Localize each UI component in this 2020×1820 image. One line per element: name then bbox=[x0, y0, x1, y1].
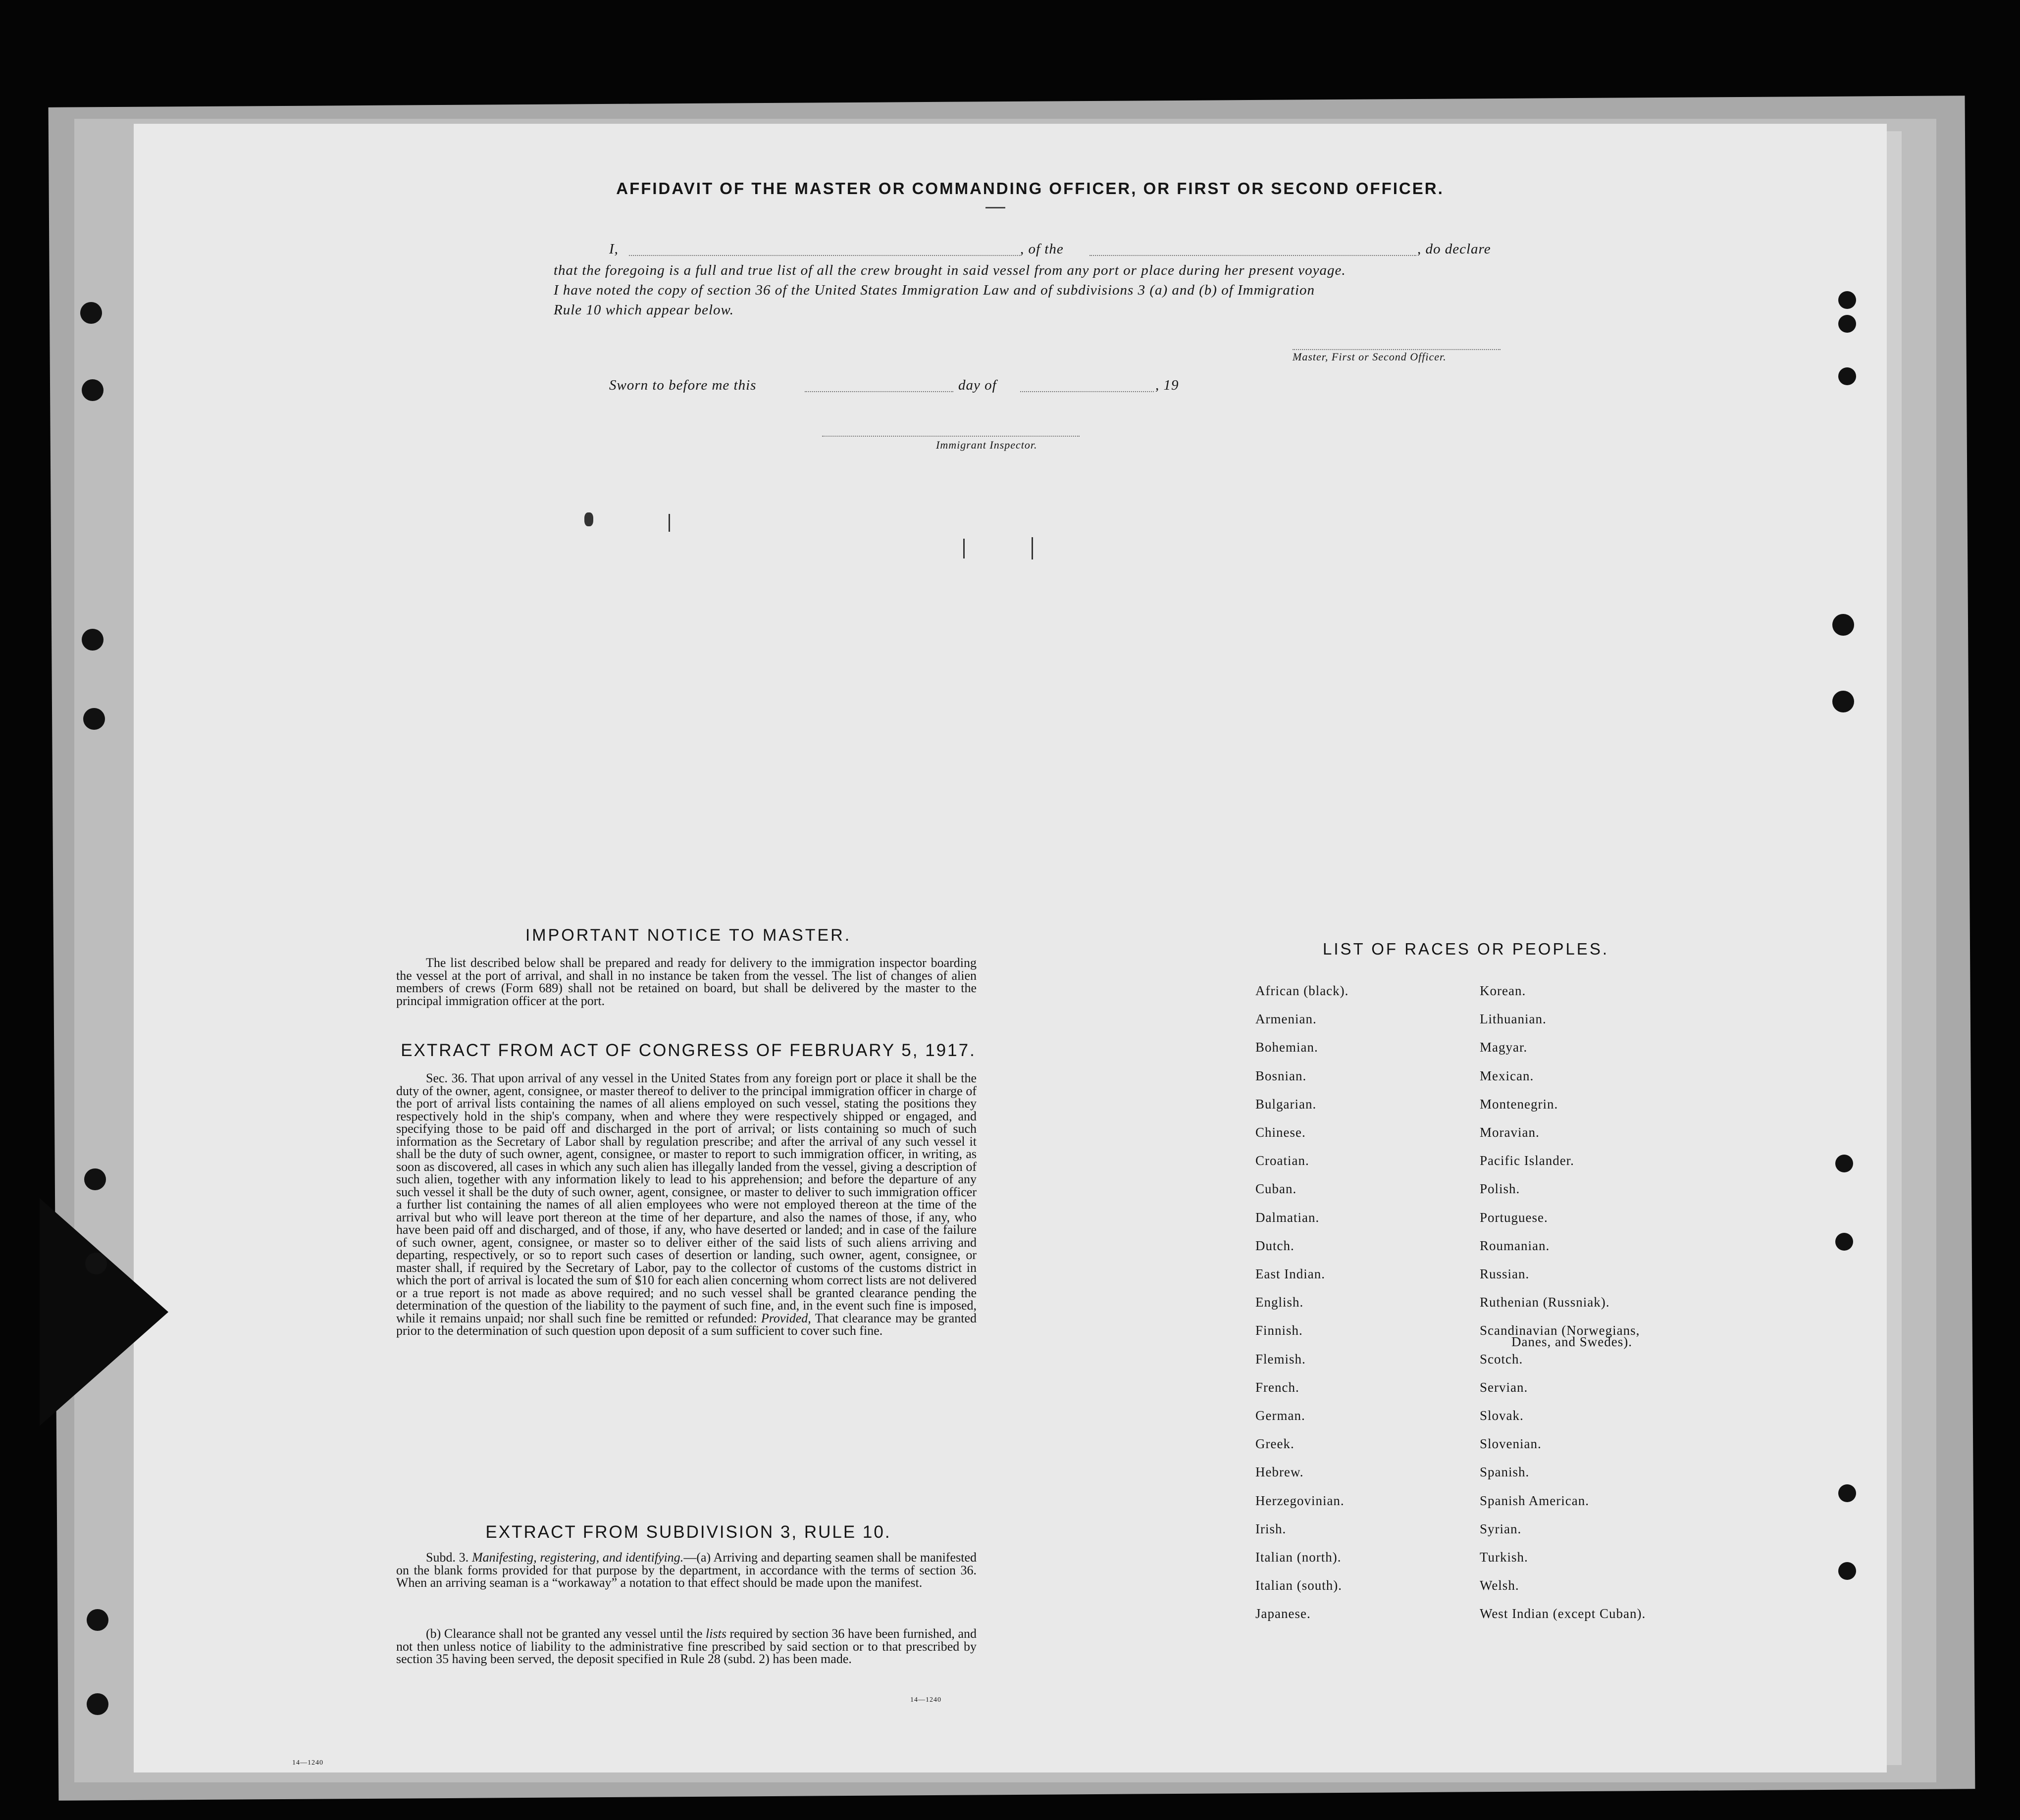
race-item: Italian (north). bbox=[1255, 1550, 1342, 1565]
act-extract-title: EXTRACT FROM ACT OF CONGRESS OF FEBRUARY 5, 1917. bbox=[401, 1041, 976, 1060]
master-signature-label: Master, First or Second Officer. bbox=[1293, 351, 1447, 363]
race-item: Slovak. bbox=[1480, 1408, 1524, 1423]
race-item: Slovenian. bbox=[1480, 1436, 1542, 1451]
race-item: African (black). bbox=[1255, 983, 1349, 998]
race-item: Syrian. bbox=[1480, 1521, 1522, 1536]
race-item: Cuban. bbox=[1255, 1181, 1297, 1196]
race-item: Chinese. bbox=[1255, 1125, 1306, 1140]
affidavit-of-the: , of the bbox=[1020, 241, 1064, 257]
punch-hole bbox=[1835, 1155, 1853, 1172]
affidavit-i: I, bbox=[609, 241, 619, 257]
act-extract-text bbox=[396, 1072, 977, 1337]
race-item: Bohemian. bbox=[1255, 1040, 1318, 1055]
race-item: Greek. bbox=[1255, 1436, 1295, 1451]
race-item: Scandinavian (Norwegians, bbox=[1480, 1323, 1640, 1338]
race-item: Flemish. bbox=[1255, 1352, 1306, 1366]
race-item: Herzegovinian. bbox=[1255, 1493, 1345, 1508]
punch-hole bbox=[1838, 367, 1856, 385]
race-item: Ruthenian (Russniak). bbox=[1480, 1295, 1610, 1310]
rule-extract-text-a bbox=[396, 1551, 977, 1589]
punch-hole bbox=[83, 708, 105, 730]
race-item: Lithuanian. bbox=[1480, 1011, 1547, 1026]
punch-hole bbox=[1838, 1562, 1856, 1580]
affidavit-line-2: that the foregoing is a full and true list of all the crew brought in said vessel from any port or place during her present voyage. bbox=[554, 262, 1346, 278]
lists-word: lists bbox=[706, 1626, 726, 1641]
punch-hole bbox=[82, 379, 104, 401]
notice-title: IMPORTANT NOTICE TO MASTER. bbox=[525, 926, 852, 945]
punch-hole bbox=[80, 302, 102, 324]
sworn-text: Sworn to before me this bbox=[609, 377, 757, 393]
year-text: , 19 bbox=[1155, 377, 1179, 393]
race-item: Irish. bbox=[1255, 1521, 1287, 1536]
title-rule bbox=[985, 207, 1005, 208]
subd-text-b-start: (b) Clearance shall not be granted any vessel until the bbox=[426, 1626, 703, 1641]
punch-hole bbox=[1835, 1233, 1853, 1251]
race-item: Polish. bbox=[1480, 1181, 1520, 1196]
ink-mark bbox=[669, 514, 670, 532]
race-item: Finnish. bbox=[1255, 1323, 1303, 1338]
ink-mark bbox=[584, 512, 593, 526]
race-item: Portuguese. bbox=[1480, 1210, 1548, 1225]
sec-36-text-end: That clearance may be granted prior to the determination of such question upon deposit of a sum sufficient to cover such fine. bbox=[396, 1311, 977, 1338]
punch-hole bbox=[87, 1609, 108, 1631]
subd-text-a: —(a) Arriving and departing seamen shall be manifested on the blank forms provided for that purpose by the department, in accordance with the terms of section 36. When an arriving seaman is a “workaway” a notation to that effect should be made upon the manifest. bbox=[396, 1550, 977, 1590]
affidavit-title: AFFIDAVIT OF THE MASTER OR COMMANDING OFFICER, OR FIRST OR SECOND OFFICER. bbox=[616, 179, 1444, 198]
sec-36-text: That upon arrival of any vessel in the United States from any foreign port or place it shall be the duty of the owner, agent, consignee, or master thereof to deliver to the principal immigration officer in charge of the port of arrival lists containing the names of all aliens employed on such vessel, stating the positions they respectively hold in the ship's company, when and where they were respectively shipped or engaged, and specifying those to be paid off and discharged in the port of arrival; or lists containing so much of such information as the Secretary of Labor shall by regulation prescribe; and after the arrival of any such vessel it shall be the duty of such owner, agent, consignee, or master to report to such immigration officer, in writing, as soon as discovered, all cases in which any such alien has illegally landed from the vessel, giving a description of such alien, together with any information likely to lead to his apprehension; and before the departure of any such vessel it shall be the duty of such owner, agent, consignee, or master to deliver to such immigration officer a further list containing the names of all alien employees who were not employed thereon at the time of the arrival but who will leave port thereon at the time of her departure, and also the names of those, if any, who have been paid off and discharged, and of those, if any, who have deserted or landed; and in case of the failure of such owner, agent, consignee, or master so to deliver either of the said lists of such aliens arriving and departing, respectively, or so to report such cases of desertion or landing, such owner, agent, consignee, or master shall, if required by the Secretary of Labor, pay to the collector of customs of the customs district in which the port of arrival is located the sum of $10 for each alien concerning whom correct lists are not delivered or a true report is not made as above required; and no such vessel shall be granted clearance pending the determination of the question of the liability to the payment of such fine, and, in the event such fine is imposed, while it remains unpaid; nor shall such fine be remitted or refunded: bbox=[396, 1071, 977, 1325]
race-item: Roumanian. bbox=[1480, 1238, 1550, 1253]
ink-mark bbox=[1032, 537, 1033, 559]
race-item: Spanish American. bbox=[1480, 1493, 1589, 1508]
races-title: LIST OF RACES OR PEOPLES. bbox=[1322, 940, 1609, 958]
ink-mark bbox=[963, 539, 965, 558]
punch-hole bbox=[1838, 1484, 1856, 1502]
signature-blank bbox=[1293, 349, 1501, 350]
form-number: 14—1240 bbox=[910, 1696, 941, 1704]
race-item: West Indian (except Cuban). bbox=[1480, 1606, 1646, 1621]
punch-hole bbox=[84, 1168, 106, 1190]
race-item: Montenegrin. bbox=[1480, 1097, 1558, 1112]
punch-hole bbox=[1832, 614, 1854, 636]
affidavit-line-4: Rule 10 which appear below. bbox=[554, 302, 734, 318]
inspector-label: Immigrant Inspector. bbox=[936, 439, 1037, 451]
binding-tab bbox=[40, 1198, 168, 1426]
race-item: Armenian. bbox=[1255, 1011, 1317, 1026]
month-blank bbox=[1020, 391, 1154, 392]
sec-label: Sec. 36. bbox=[426, 1071, 468, 1085]
notice-text: The list described below shall be prepared and ready for delivery to the immigration inspector boarding the vessel at the port of arrival, and shall in no instance be taken from the vessel. The list of changes of alien members of crews (Form 689) shall not be retained on board, but shall be delivered by the master to the principal immigration officer at the port. bbox=[396, 956, 977, 1008]
race-item: Spanish. bbox=[1480, 1465, 1530, 1479]
race-item: Bosnian. bbox=[1255, 1068, 1307, 1083]
name-blank bbox=[629, 255, 1020, 256]
race-item: Servian. bbox=[1480, 1380, 1528, 1395]
race-item: Mexican. bbox=[1480, 1068, 1534, 1083]
race-item: Italian (south). bbox=[1255, 1578, 1342, 1593]
race-item: Croatian. bbox=[1255, 1153, 1309, 1168]
race-item: East Indian. bbox=[1255, 1266, 1325, 1281]
race-item: Magyar. bbox=[1480, 1040, 1528, 1055]
race-continuation: Danes, and Swedes). bbox=[1511, 1334, 1632, 1349]
vessel-blank bbox=[1089, 255, 1416, 256]
race-item: Russian. bbox=[1480, 1266, 1530, 1281]
race-item: English. bbox=[1255, 1295, 1304, 1310]
punch-hole bbox=[85, 1253, 107, 1274]
race-item: Hebrew. bbox=[1255, 1465, 1304, 1479]
punch-hole bbox=[1838, 315, 1856, 333]
race-item: Scotch. bbox=[1480, 1352, 1523, 1366]
race-item: Dalmatian. bbox=[1255, 1210, 1320, 1225]
inspector-signature-blank bbox=[822, 436, 1080, 437]
race-item: German. bbox=[1255, 1408, 1305, 1423]
race-item: Pacific Islander. bbox=[1480, 1153, 1574, 1168]
race-item: Moravian. bbox=[1480, 1125, 1540, 1140]
rule-extract-text-b bbox=[396, 1627, 977, 1666]
race-item: Korean. bbox=[1480, 983, 1526, 998]
form-number-margin: 14—1240 bbox=[292, 1759, 323, 1767]
provided-word: Provided, bbox=[761, 1311, 811, 1325]
subd-label: Subd. 3. bbox=[426, 1550, 469, 1565]
punch-hole bbox=[87, 1693, 108, 1715]
subd-heading: Manifesting, registering, and identifying. bbox=[471, 1550, 684, 1565]
race-item: Dutch. bbox=[1255, 1238, 1295, 1253]
rule-extract-title: EXTRACT FROM SUBDIVISION 3, RULE 10. bbox=[485, 1522, 891, 1542]
punch-hole bbox=[1838, 291, 1856, 309]
race-item: Welsh. bbox=[1480, 1578, 1519, 1593]
race-item: Bulgarian. bbox=[1255, 1097, 1317, 1112]
day-blank bbox=[805, 391, 953, 392]
day-of-text: day of bbox=[958, 377, 997, 393]
affidavit-do-declare: , do declare bbox=[1417, 241, 1491, 257]
subd-text-b-end: required by section 36 have been furnished, and not then unless notice of liability to the administrative fine prescribed by said section or to that prescribed by section 35 having been served, the deposit specified in Rule 28 (subd. 2) has been made. bbox=[396, 1626, 977, 1666]
race-item: Japanese. bbox=[1255, 1606, 1311, 1621]
affidavit-line-3: I have noted the copy of section 36 of the United States Immigration Law and of subdivisions 3 (a) and (b) of Immigration bbox=[554, 282, 1315, 298]
punch-hole bbox=[82, 629, 104, 651]
punch-hole bbox=[1832, 691, 1854, 712]
race-item: French. bbox=[1255, 1380, 1299, 1395]
race-item: Turkish. bbox=[1480, 1550, 1528, 1565]
